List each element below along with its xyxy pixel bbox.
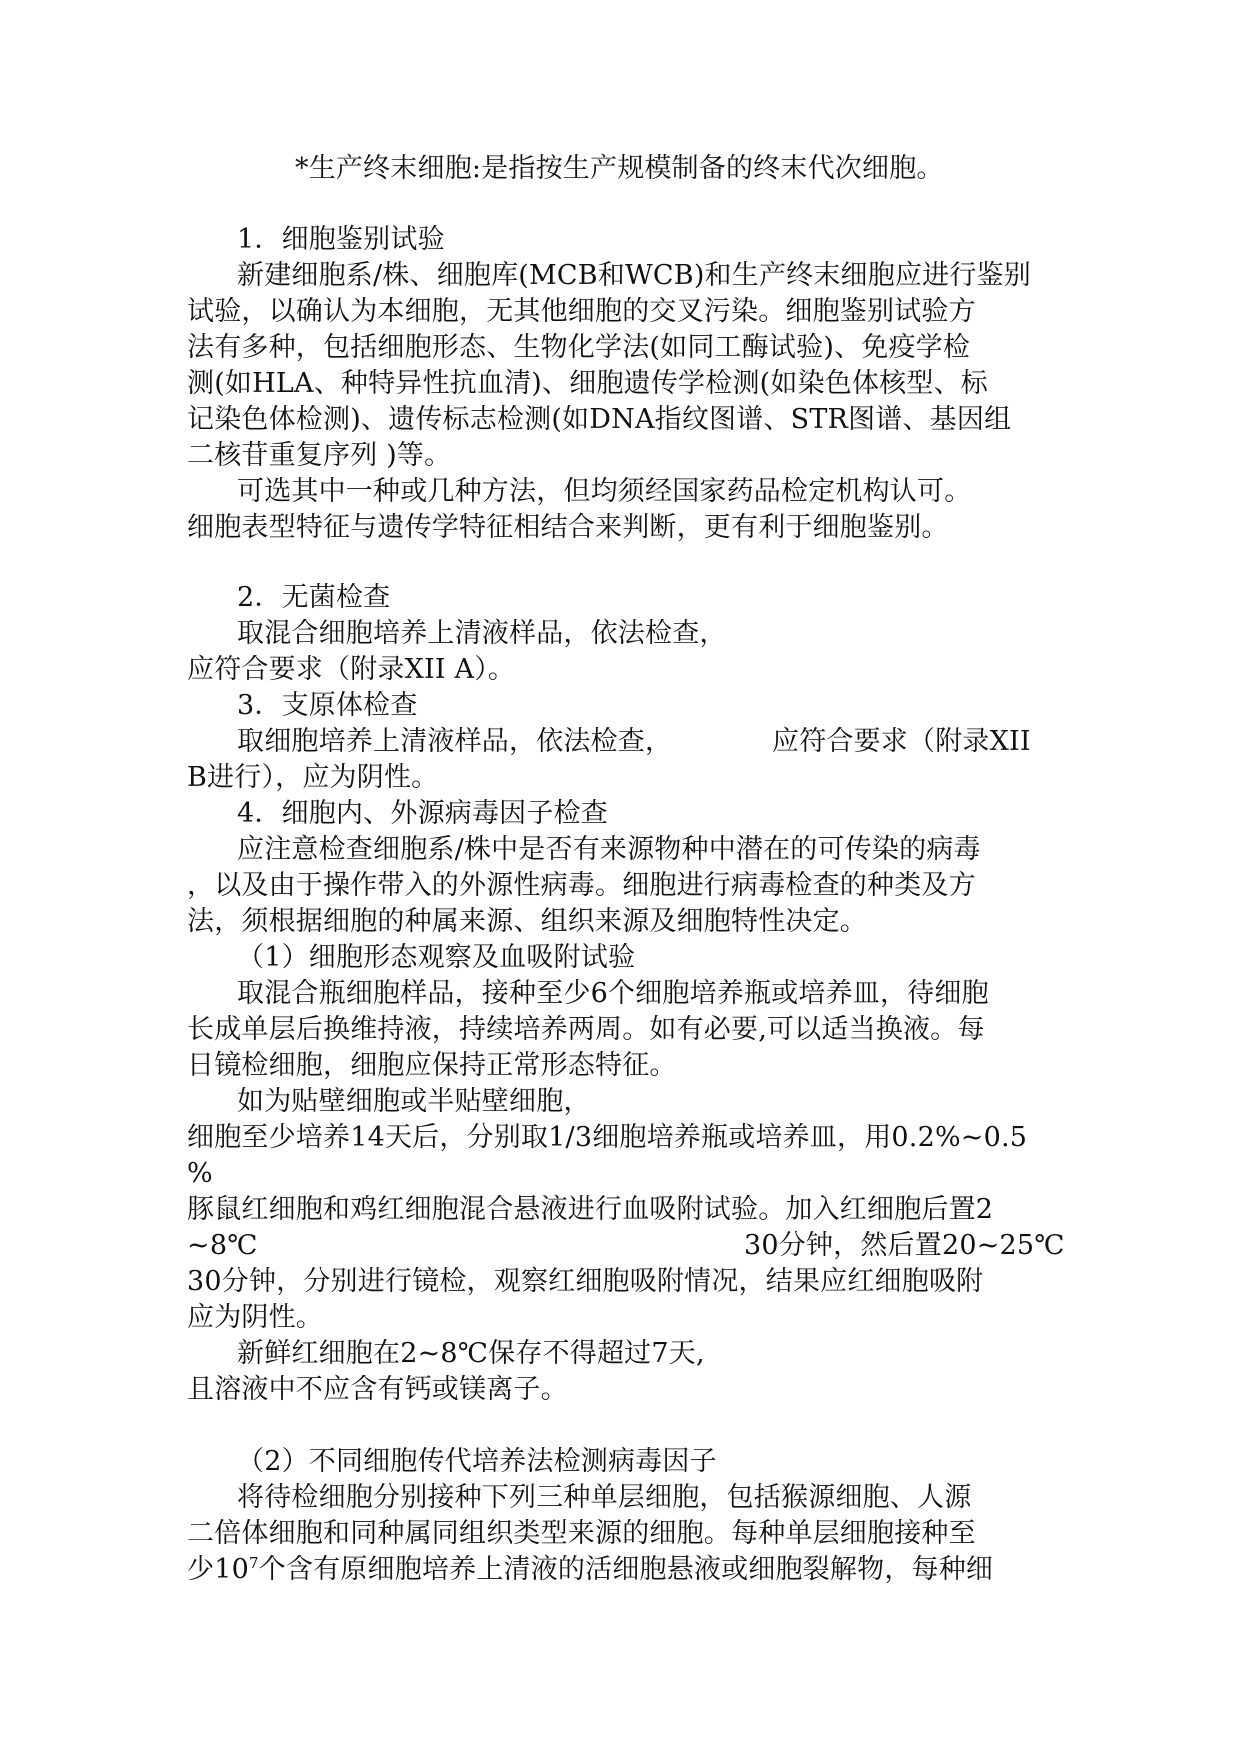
text-line: ，以及由于操作带入的外源性病毒。细胞进行病毒检查的种类及方 — [187, 870, 976, 901]
text-line: % — [187, 1158, 213, 1189]
text-line: 30分钟，分别进行镜检，观察红细胞吸附情况，结果应红细胞吸附 — [187, 1266, 984, 1297]
text-line: 应符合要求（附录XII A）。 — [187, 654, 516, 685]
text-line: 取细胞培养上清液样品，依法检查， — [237, 726, 673, 757]
text-line: 将待检细胞分别接种下列三种单层细胞，包括猴源细胞、人源 — [237, 1482, 972, 1513]
text-line: 取混合瓶细胞样品，接种至少6个细胞培养瓶或培养皿，待细胞 — [237, 978, 989, 1009]
text-line: 豚鼠红细胞和鸡红细胞混合悬液进行血吸附试验。加入红细胞后置2 — [187, 1194, 994, 1225]
text-line: 细胞至少培养14天后，分别取1/3细胞培养瓶或培养皿，用0.2%~0.5 — [187, 1122, 1028, 1153]
text-line: 日镜检细胞，细胞应保持正常形态特征。 — [187, 1050, 677, 1081]
text-line: ~8℃ — [187, 1230, 258, 1261]
text-fragment: 少10 — [187, 1554, 249, 1585]
text-line: 二倍体细胞和同种属同组织类型来源的细胞。每种单层细胞接种至 — [187, 1518, 976, 1549]
subheading-morphology-hemadsorption: （1）细胞形态观察及血吸附试验 — [237, 942, 636, 973]
text-line: 应注意检查细胞系/株中是否有来源物种中潜在的可传染的病毒 — [237, 834, 981, 865]
text-line: 试验，以确认为本细胞，无其他细胞的交叉污染。细胞鉴别试验方 — [187, 296, 976, 327]
text-line: 记染色体检测)、遗传标志检测(如DNA指纹图谱、STR图谱、基因组 — [187, 404, 1012, 435]
heading-mycoplasma-test: 3．支原体检查 — [237, 690, 418, 721]
text-line: 法，须根据细胞的种属来源、组织来源及细胞特性决定。 — [187, 906, 867, 937]
note-production-end-cells: *生产终末细胞:是指按生产规模制备的终末代次细胞。 — [295, 153, 944, 184]
heading-virus-factor-test: 4．细胞内、外源病毒因子检查 — [237, 798, 608, 829]
text-line: 二核苷重复序列 )等。 — [187, 440, 452, 471]
exponent: 7 — [248, 1554, 259, 1572]
text-line: B进行），应为阴性。 — [187, 762, 439, 793]
subheading-passage-culture-method: （2）不同细胞传代培养法检测病毒因子 — [237, 1446, 717, 1477]
text-line — [187, 1552, 993, 1588]
text-line: 可选其中一种或几种方法，但均须经国家药品检定机构认可。 — [237, 476, 972, 507]
text-line: 应符合要求（附录XII — [772, 726, 1031, 757]
text-line: 新建细胞系/株、细胞库(MCB和WCB)和生产终末细胞应进行鉴别 — [237, 260, 1031, 291]
text-line: 且溶液中不应含有钙或镁离子。 — [187, 1374, 568, 1405]
heading-sterility-test: 2．无菌检查 — [237, 582, 391, 613]
text-line: 长成单层后换维持液，持续培养两周。如有必要,可以适当换液。每 — [187, 1014, 985, 1045]
text-line: 法有多种，包括细胞形态、生物化学法(如同工酶试验)、免疫学检 — [187, 332, 971, 363]
text-line: 新鲜红细胞在2~8℃保存不得超过7天, — [237, 1338, 705, 1369]
text-line: 细胞表型特征与遗传学特征相结合来判断，更有利于细胞鉴别。 — [187, 512, 949, 543]
text-line: 测(如HLA、种特异性抗血清)、细胞遗传学检测(如染色体核型、标 — [187, 368, 988, 399]
text-line: 取混合细胞培养上清液样品，依法检查， — [237, 618, 727, 649]
text-line: 应为阴性。 — [187, 1302, 323, 1333]
text-line: 如为贴壁细胞或半贴壁细胞， — [237, 1086, 591, 1117]
heading-cell-identification: 1．细胞鉴别试验 — [237, 224, 445, 255]
text-line: 30分钟，然后置20~25℃ — [744, 1230, 1065, 1261]
text-fragment: 个含有原细胞培养上清液的活细胞悬液或细胞裂解物，每种细 — [258, 1554, 994, 1585]
